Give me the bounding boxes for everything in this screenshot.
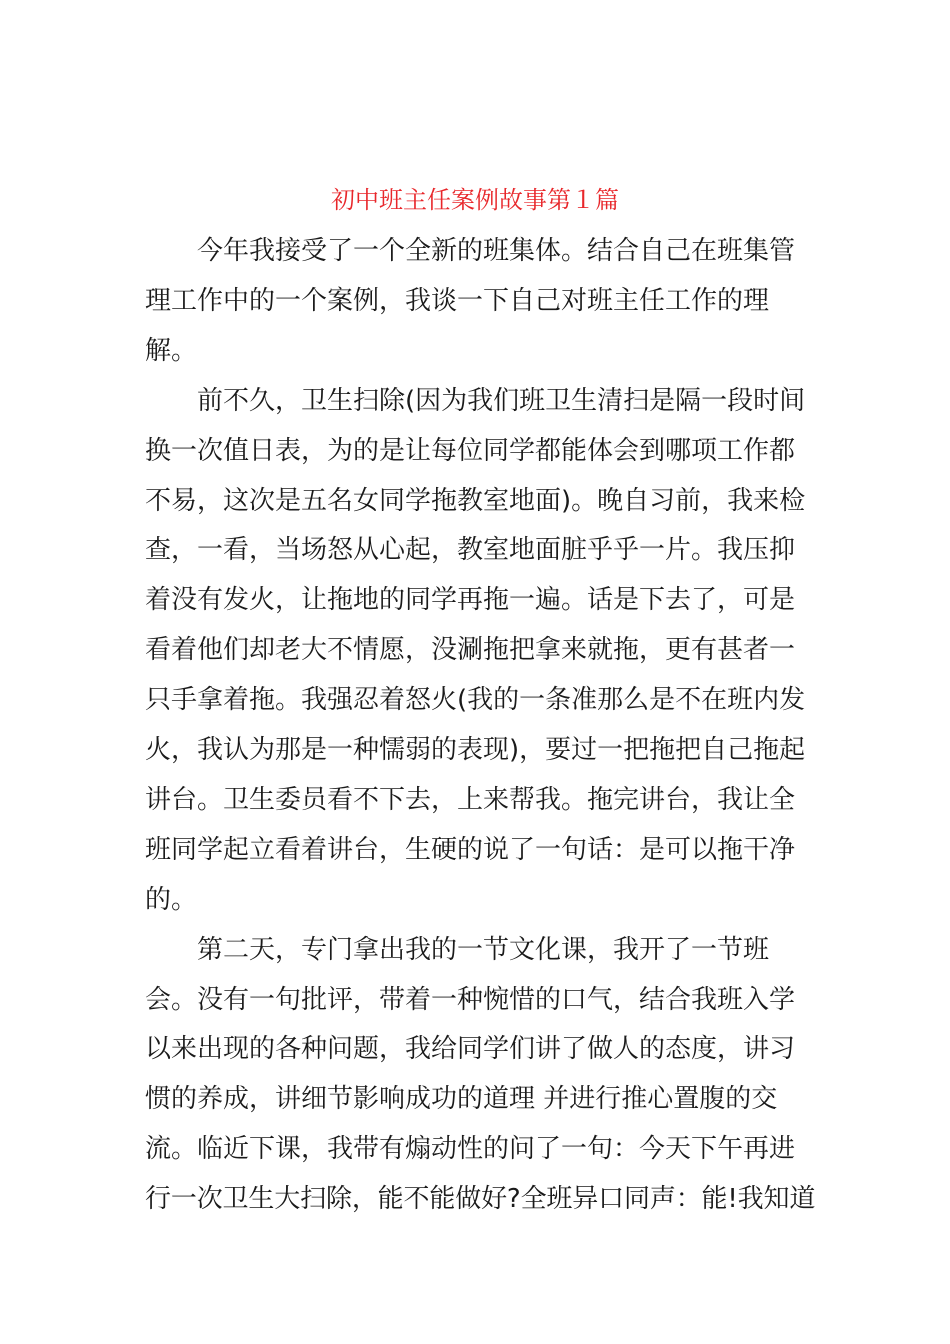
body-line: 班同学起立看着讲台，生硬的说了一句话：是可以拖干净 xyxy=(145,835,796,865)
body-line: 前不久，卫生扫除(因为我们班卫生清扫是隔一段时间 xyxy=(145,386,806,416)
body-line: 以来出现的各种问题，我给同学们讲了做人的态度，讲习 xyxy=(145,1034,796,1064)
body-line: 行一次卫生大扫除，能不能做好?全班异口同声：能!我知道 xyxy=(145,1184,816,1214)
body-line: 的。 xyxy=(145,885,198,915)
body-line: 看着他们却老大不情愿，没涮拖把拿来就拖，更有甚者一 xyxy=(145,635,796,665)
body-line: 讲台。卫生委员看不下去，上来帮我。拖完讲台，我让全 xyxy=(145,785,796,815)
body-line: 换一次值日表，为的是让每位同学都能体会到哪项工作都 xyxy=(145,436,796,466)
body-line: 不易，这次是五名女同学拖教室地面)。晚自习前，我来检 xyxy=(145,486,806,516)
body-line: 今年我接受了一个全新的班集体。结合自己在班集管 xyxy=(145,236,796,266)
body-line: 会。没有一句批评，带着一种惋惜的口气，结合我班入学 xyxy=(145,985,796,1015)
body-line: 理工作中的一个案例，我谈一下自己对班主任工作的理 xyxy=(145,286,770,316)
body-line: 着没有发火，让拖地的同学再拖一遍。话是下去了，可是 xyxy=(145,585,796,615)
body-line: 只手拿着拖。我强忍着怒火(我的一条准那么是不在班内发 xyxy=(145,685,806,715)
document-title: 初中班主任案例故事第１篇 xyxy=(331,186,619,214)
body-line: 查，一看，当场怒从心起，教室地面脏乎乎一片。我压抑 xyxy=(145,535,796,565)
body-line: 流。临近下课，我带有煽动性的问了一句：今天下午再进 xyxy=(145,1134,796,1164)
body-line: 解。 xyxy=(145,336,198,366)
body-line: 第二天，专门拿出我的一节文化课，我开了一节班 xyxy=(145,935,770,965)
body-line: 惯的养成，讲细节影响成功的道理 并进行推心置腹的交 xyxy=(145,1084,778,1114)
body-line: 火，我认为那是一种懦弱的表现)，要过一把拖把自己拖起 xyxy=(145,735,806,765)
